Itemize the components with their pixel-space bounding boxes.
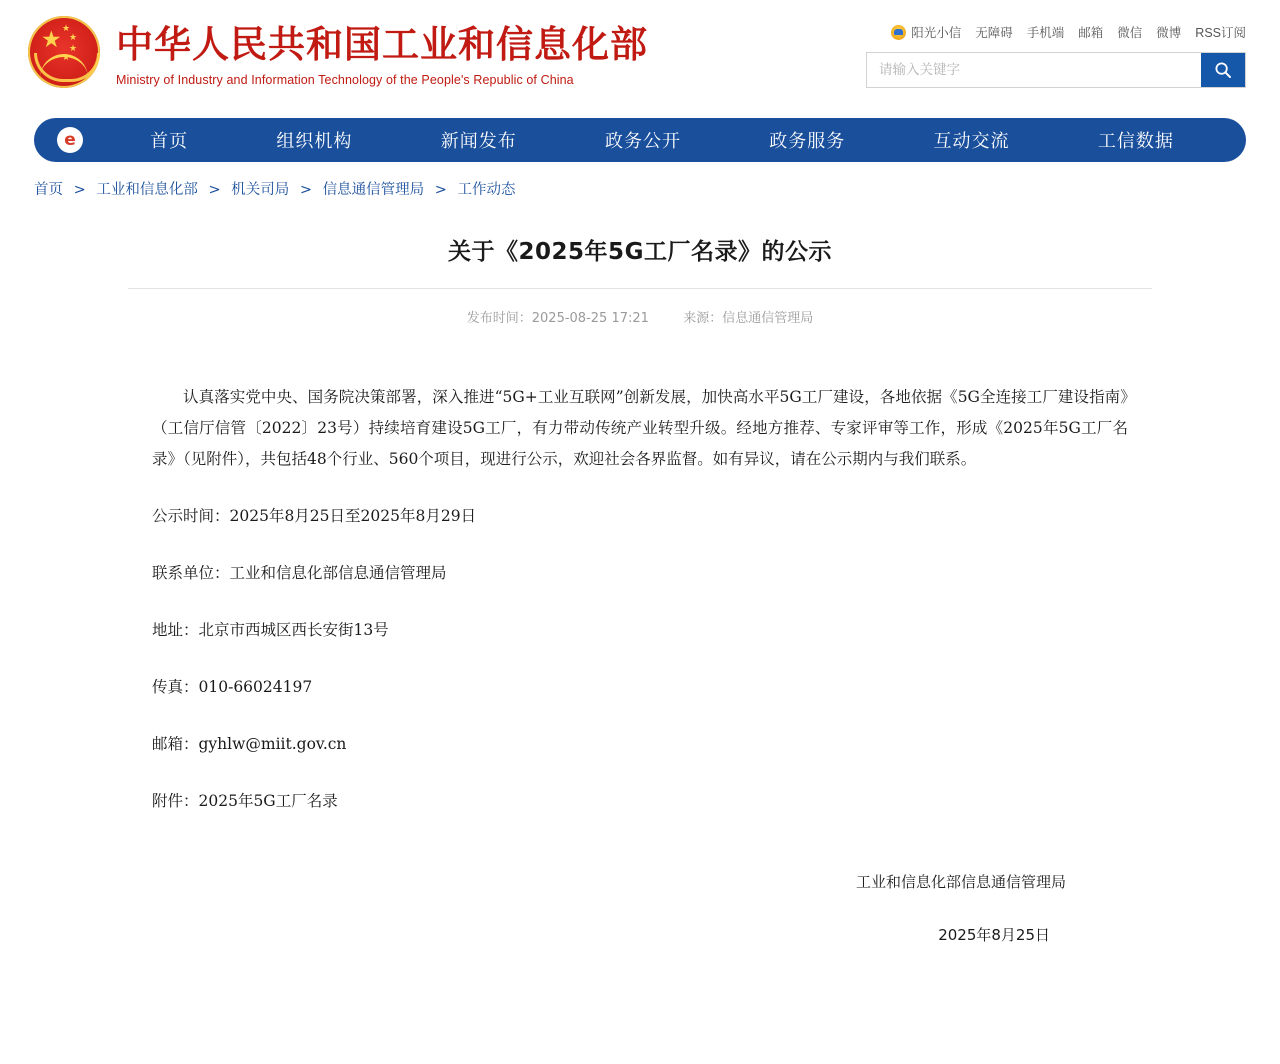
breadcrumb-item-current: 工作动态	[457, 182, 516, 198]
breadcrumb-item-departments[interactable]: 机关司局	[231, 182, 290, 198]
signer-name: 工业和信息化部信息通信管理局	[855, 873, 1066, 891]
top-link-mobile[interactable]: 手机端	[1026, 26, 1065, 40]
source-value: 信息通信管理局	[722, 311, 814, 326]
site-brand[interactable]	[28, 16, 648, 88]
attachment-link[interactable]: 附件：2025年5G工厂名录	[152, 792, 338, 810]
publish-time-value: 2025-08-25 17:21	[531, 311, 649, 326]
top-link-mail[interactable]: 邮箱	[1078, 26, 1104, 40]
sign-date: 2025年8月25日	[938, 926, 1050, 944]
top-link-wechat[interactable]: 微信	[1117, 26, 1143, 40]
article-body	[128, 382, 1152, 817]
search-button[interactable]	[1201, 53, 1245, 87]
top-link-sunshine-label[interactable]: 阳光小信	[911, 26, 962, 40]
nav-items	[106, 127, 1246, 153]
sun-icon	[891, 25, 906, 40]
site-header	[0, 0, 1280, 118]
breadcrumb-separator: >	[434, 182, 447, 198]
main-nav	[34, 118, 1246, 162]
nav-logo[interactable]	[34, 127, 106, 153]
nav-item-news[interactable]: 新闻发布	[440, 131, 517, 152]
nav-item-government-disclosure[interactable]: 政务公开	[604, 131, 681, 152]
top-links	[866, 22, 1246, 42]
publish-time-label: 发布时间：	[466, 311, 532, 326]
article-signoff	[128, 871, 1152, 945]
article-paragraph-fax: 传真：010-66024197	[152, 678, 313, 696]
nav-item-government-services[interactable]: 政务服务	[769, 131, 846, 152]
article	[128, 233, 1152, 945]
article-meta	[128, 307, 1152, 326]
nav-item-data[interactable]: 工信数据	[1097, 131, 1174, 152]
page-title: 关于《2025年5G工厂名录》的公示	[128, 233, 1152, 289]
site-title-cn: 中华人民共和国工业和信息化部	[116, 23, 648, 67]
search-input[interactable]	[867, 53, 1201, 87]
breadcrumb	[34, 178, 1246, 199]
search-icon	[1214, 61, 1232, 79]
nav-item-interaction[interactable]: 互动交流	[933, 131, 1010, 152]
top-link-rss[interactable]: RSS订阅	[1195, 26, 1246, 40]
brand-titles	[116, 17, 648, 86]
header-utilities	[866, 22, 1246, 88]
article-paragraph-contact-unit: 联系单位：工业和信息化部信息通信管理局	[152, 564, 447, 582]
breadcrumb-separator: >	[208, 182, 221, 198]
breadcrumb-separator: >	[73, 182, 86, 198]
nav-logo-icon: e	[57, 127, 83, 153]
national-emblem-icon: ★ ★ ★ ★ ★	[28, 16, 100, 88]
article-paragraph: 认真落实党中央、国务院决策部署，深入推进“5G+工业互联网”创新发展，加快高水平5G工厂建设，各地依据《5G全连接工厂建设指南》（工信厅信管〔2022〕23号）持续培育建设5G工厂，有力带动传统产业转型升级。经地方推荐、专家评审等工作，形成《2025年5G工厂名录》（见附件），共包括48个行业、560个项目，现进行公示，欢迎社会各界监督。如有异议，请在公示期内与我们联系。	[152, 388, 1128, 468]
source-label: 来源：	[683, 311, 723, 326]
search-bar	[866, 52, 1246, 88]
article-paragraph-email: 邮箱：gyhlw@miit.gov.cn	[152, 735, 347, 753]
breadcrumb-item-home[interactable]: 首页	[34, 182, 63, 198]
top-link-weibo[interactable]: 微博	[1156, 26, 1182, 40]
article-paragraph-address: 地址：北京市西城区西长安街13号	[152, 621, 389, 639]
breadcrumb-separator: >	[299, 182, 313, 198]
nav-item-home[interactable]: 首页	[150, 131, 189, 152]
top-link-sunshine[interactable]	[891, 23, 961, 41]
article-paragraph-notice-period: 公示时间：2025年8月25日至2025年8月29日	[152, 507, 477, 525]
breadcrumb-item-miit[interactable]: 工业和信息化部	[96, 182, 198, 198]
nav-item-organization[interactable]: 组织机构	[276, 131, 353, 152]
top-link-accessibility[interactable]: 无障碍	[975, 26, 1013, 40]
site-title-en: Ministry of Industry and Information Technology of the People's Republic of China	[116, 72, 574, 87]
breadcrumb-item-bureau[interactable]: 信息通信管理局	[322, 182, 425, 198]
